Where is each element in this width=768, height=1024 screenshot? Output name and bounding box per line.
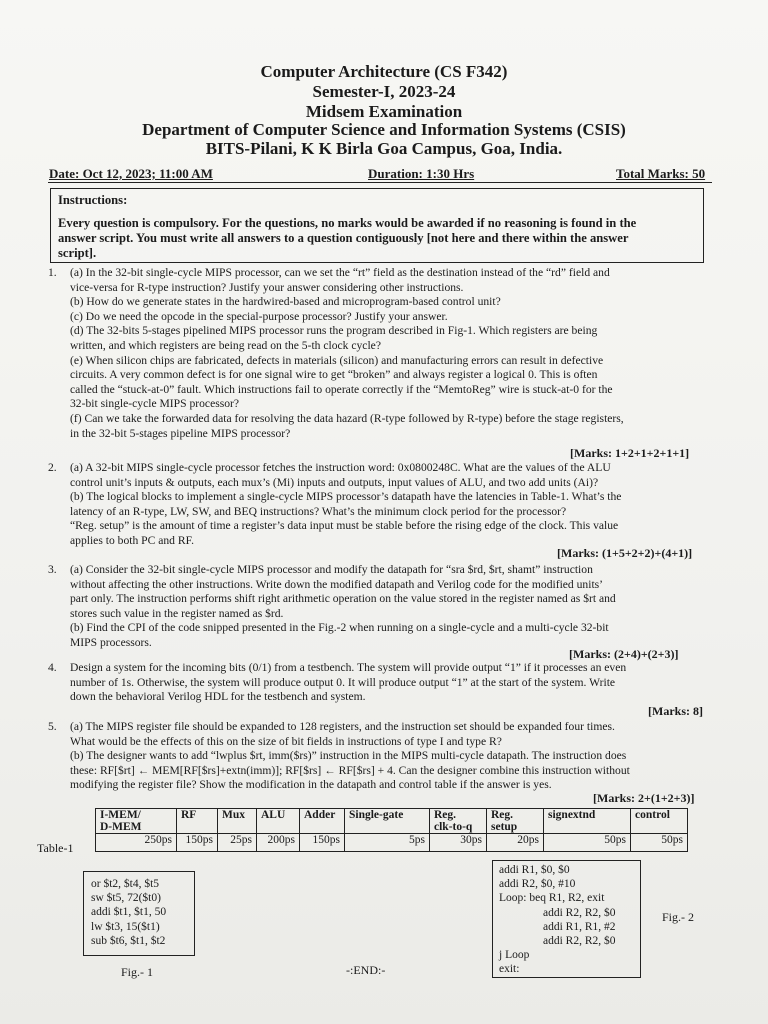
question-line: applies to both PC and RF. <box>70 533 195 547</box>
table-header-cell: ALU <box>257 809 300 834</box>
question-5 <box>48 720 716 793</box>
course-title: Computer Architecture (CS F342) <box>260 62 508 81</box>
question-line: without affecting the other instructions. Write down the modified datapath and Verilog code for the modified units’ <box>70 577 604 591</box>
question-line: vice-versa for R-type instruction? Justify your answer considering other instructions. <box>70 280 464 294</box>
table-value-row <box>96 834 688 852</box>
code-line: sub $t6, $t1, $t2 <box>91 934 166 947</box>
question-line: part only. The instruction performs shift right arithmetic operation on the value stored in the register named as $rt and <box>70 592 616 606</box>
question-line: modifying the register file? Show the modification in the datapath and control table if the answer is yes. <box>70 778 552 792</box>
question-line: stores such value in the register named as $rd. <box>70 606 284 620</box>
table-header-cell: signextnd <box>544 809 631 834</box>
exam-duration: Duration: 1:30 Hrs <box>368 166 475 181</box>
code-line: j Loop <box>499 949 530 962</box>
question-line: (b) The designer wants to add “lwplus $rt, imm($rs)” instruction in the MIPS multi-cycle datapath. The instruction does <box>70 749 627 763</box>
question-number: 4. <box>48 661 57 674</box>
instructions-line: script]. <box>58 246 97 260</box>
code-line: or $t2, $t4, $t5 <box>91 878 160 890</box>
question-line: in the 32-bit 5-stages pipeline MIPS processor? <box>70 426 291 440</box>
question-number: 1. <box>48 266 57 279</box>
question-line: these: RF[$rt] ← MEM[RF[$rs]+extn(imm)]; RF[$rs] ← RF[$rs] + 4. Can the designer combine this instruction without <box>70 763 630 777</box>
question-line: (c) Do we need the opcode in the special-purpose processor? Justify your answer. <box>70 309 448 323</box>
question-line: written, and which registers are being read on the 5-th clock cycle? <box>70 338 381 352</box>
table-value-cell: 50ps <box>631 834 688 852</box>
instructions-line: answer script. You must write all answers to a question contiguously [not here and there within the answer <box>58 231 629 245</box>
latency-table <box>95 808 688 852</box>
table-header-cell: control <box>631 809 688 834</box>
table-value-cell: 250ps <box>96 834 177 852</box>
question-line: (b) How do we generate states in the hardwired-based and microprogram-based control unit? <box>70 295 501 309</box>
code-line: addi R2, $0, #10 <box>499 878 576 891</box>
table-header-cell: Reg. clk-to-q <box>430 809 487 834</box>
question-number: 5. <box>48 720 57 733</box>
code-line: sw $t5, 72($t0) <box>91 892 161 905</box>
table-header-cell: Reg. setup <box>487 809 544 834</box>
table-header-cell: RF <box>177 809 218 834</box>
exam-date: Date: Oct 12, 2023; 11:00 AM <box>49 166 213 181</box>
question-number: 3. <box>48 563 57 576</box>
question-5-marks: [Marks: 2+(1+2+3)] <box>593 791 695 805</box>
instructions-title: Instructions: <box>58 193 128 207</box>
instructions-line: Every question is compulsory. For the questions, no marks would be awarded if no reasoning is found in the <box>58 216 637 230</box>
total-marks: Total Marks: 50 <box>616 166 706 181</box>
table-1-label: Table-1 <box>37 841 74 855</box>
semester-title: Semester-I, 2023-24 <box>312 82 456 101</box>
exam-title: Midsem Examination <box>305 102 463 121</box>
fig-2-code-box <box>492 860 641 978</box>
question-1-marks: [Marks: 1+2+1+2+1+1] <box>570 446 690 460</box>
code-line: lw $t3, 15($t1) <box>91 920 160 933</box>
question-line: control unit’s inputs & outputs, each mux’s (Mi) inputs and outputs, input values of ALU, and two add units (Ai)? <box>70 475 599 489</box>
code-line: addi R1, R1, #2 <box>543 920 616 933</box>
table-header-cell: I-MEM/ D-MEM <box>96 809 177 834</box>
instructions-box <box>50 188 704 263</box>
table-header-cell: Single-gate <box>345 809 430 834</box>
question-line: What would be the effects of this on the size of bit fields in instructions of type I and type R? <box>70 734 502 748</box>
fig-1-caption: Fig.- 1 <box>121 965 154 979</box>
table-value-cell: 150ps <box>177 834 218 852</box>
question-1 <box>48 266 716 441</box>
question-4-marks: [Marks: 8] <box>648 704 703 718</box>
question-line: (a) Consider the 32-bit single-cycle MIPS processor and modify the datapath for “sra $rd, $rt, shamt” instruction <box>70 563 593 576</box>
question-line: circuits. A very common defect is for one signal wire to get “broken” and always register a logical 0. This is often <box>70 368 598 382</box>
question-line: down the behavioral Verilog HDL for the testbench and system. <box>70 690 366 704</box>
fig-2-caption: Fig.- 2 <box>662 910 695 924</box>
question-line: MIPS processors. <box>70 635 152 649</box>
table-value-cell: 30ps <box>430 834 487 852</box>
question-2-marks: [Marks: (1+5+2+2)+(4+1)] <box>557 546 693 560</box>
code-line: Loop: beq R1, R2, exit <box>499 892 605 905</box>
header-rule <box>48 182 712 183</box>
question-line: (a) The MIPS register file should be expanded to 128 registers, and the instruction set should be expanded four times. <box>70 720 615 733</box>
question-line: called the “stuck-at-0” fault. Which instructions fail to operate correctly if the “MemtoReg” wire is stuck-at-0 for the <box>70 382 613 396</box>
question-line: Design a system for the incoming bits (0/1) from a testbench. The system will provide output “1” if it processes an even <box>70 661 627 674</box>
code-line: addi R2, R2, $0 <box>543 935 616 948</box>
question-line: (f) Can we take the forwarded data for resolving the data hazard (R-type followed by R-type) before the stage registers, <box>70 411 624 425</box>
question-line: “Reg. setup” is the amount of time a register’s data input must be stable before the rising edge of the clock. This value <box>70 519 619 533</box>
code-line: addi R2, R2, $0 <box>543 906 616 919</box>
table-header-cell: Adder <box>300 809 345 834</box>
department-title: Department of Computer Science and Information Systems (CSIS) <box>142 120 626 139</box>
code-line: addi R1, $0, $0 <box>499 864 570 876</box>
question-2 <box>48 461 716 549</box>
code-line: exit: <box>499 963 520 976</box>
question-line: (a) In the 32-bit single-cycle MIPS processor, can we set the “rt” field as the destination instead of the “rd” field and <box>70 266 610 279</box>
question-line: (a) A 32-bit MIPS single-cycle processor fetches the instruction word: 0x0800248C. What are the values of the ALU <box>70 461 611 474</box>
table-value-cell: 25ps <box>218 834 257 852</box>
question-line: (d) The 32-bits 5-stages pipelined MIPS processor runs the program described in Fig-1. Which registers are being <box>70 324 598 338</box>
table-value-cell: 50ps <box>544 834 631 852</box>
table-value-cell: 5ps <box>345 834 430 852</box>
institute-title: BITS-Pilani, K K Birla Goa Campus, Goa, India. <box>205 139 563 158</box>
question-line: (e) When silicon chips are fabricated, defects in materials (silicon) and manufacturing errors can result in defective <box>70 353 604 367</box>
code-line: addi $t1, $t1, 50 <box>91 906 167 919</box>
table-value-cell: 200ps <box>257 834 300 852</box>
table-header-cell: Mux <box>218 809 257 834</box>
question-line: (b) Find the CPI of the code snipped presented in the Fig.-2 when running on a single-cycle and a multi-cycle 32-bit <box>70 621 609 635</box>
fig-1-code-box <box>83 871 195 956</box>
question-4 <box>48 661 716 705</box>
question-number: 2. <box>48 461 57 474</box>
table-value-cell: 150ps <box>300 834 345 852</box>
question-line: (b) The logical blocks to implement a single-cycle MIPS processor’s datapath have the latencies in Table-1. What’s the <box>70 490 622 504</box>
question-line: latency of an R-type, LW, SW, and BEQ instructions? What’s the minimum clock period for the processor? <box>70 504 567 518</box>
table-header-row <box>96 809 688 834</box>
question-3 <box>48 563 716 651</box>
table-value-cell: 20ps <box>487 834 544 852</box>
end-marker: -:END:- <box>346 963 386 977</box>
question-line: number of 1s. Otherwise, the system will produce output 0. It will produce output “1” at the start of the system. Write <box>70 675 616 689</box>
question-3-marks: [Marks: (2+4)+(2+3)] <box>569 647 679 661</box>
question-line: 32-bit single-cycle MIPS processor? <box>70 397 240 411</box>
